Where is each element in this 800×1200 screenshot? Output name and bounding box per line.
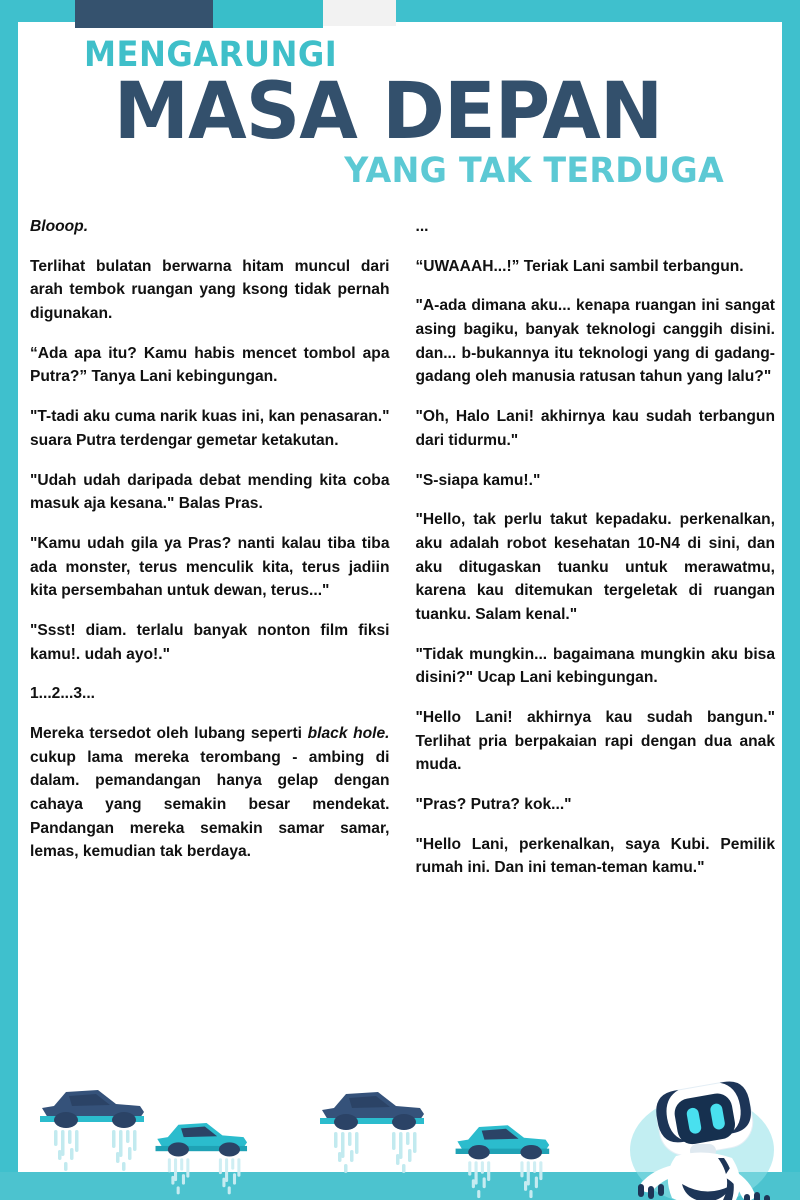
paragraph-right-q4: "Oh, Halo Lani! akhirnya kau sudah terbangun dari tidurmu." <box>415 408 775 449</box>
paragraph-left-p9: Mereka tersedot oleh lubang seperti black hole. cukup lama mereka terombang - ambing di dalam. pemandangan hanya gelap dengan cahaya yang semakin besar mendekat. Pandangan mereka semakin samar samar, lemas, kemudian tak berdaya. <box>30 725 390 861</box>
paragraph-left-p7: "Ssst! diam. terlalu banyak nonton film fiksi kamu!. udah ayo!." <box>30 621 390 663</box>
paragraph-right-q1: ... <box>415 218 429 235</box>
title-headline: MASA DEPAN <box>113 67 663 157</box>
paragraph-right-q9: "Pras? Putra? kok..." <box>415 796 572 814</box>
title-subhead: YANG TAK TERDUGA <box>344 150 724 191</box>
paragraph-right-q3: "A-ada dimana aku... kenapa ruangan ini sangat asing bagiku, banyak teknologi canggih disini. dan... b-bukannya itu teknologi yang di gadang-gadang oleh manusia ratusan tahun yang lalu?" <box>415 297 775 386</box>
paragraph-right-q10: "Hello Lani, perkenalkan, saya Kubi. Pemilik rumah ini. Dan ini teman-teman kamu." <box>415 835 775 877</box>
paragraph-left-p6: "Kamu udah gila ya Pras? nanti kalau tiba tiba ada monster, terus menculik kita, terus jadiin kita persembahan untuk dewan, terus..." <box>30 534 390 600</box>
header-bar-teal <box>213 0 323 28</box>
paragraph-left-p2: Terlihat bulatan berwarna hitam muncul dari arah tembok ruangan yang ksong tidak pernah digunakan. <box>30 257 390 323</box>
paragraph-right-q2: “UWAAAH...!” Teriak Lani sambil terbangun. <box>415 257 744 275</box>
frame-left-border <box>0 0 18 1200</box>
paragraph-right-q5: "S-siapa kamu!." <box>415 471 541 489</box>
frame-right-border <box>782 0 800 1200</box>
article-columns <box>30 215 775 896</box>
paragraph-right-q7: "Tidak mungkin... bagaimana mungkin aku bisa disini?" Ucap Lani kebingungan. <box>415 645 775 687</box>
paragraph-left-p1: Blooop. <box>30 218 89 235</box>
frame-bottom-border <box>0 1172 800 1200</box>
paragraph-right-q8: "Hello Lani! akhirnya kau sudah bangun." Terlihat pria berpakaian rapi dengan dua anak muda. <box>415 709 775 774</box>
emphasis-text: black hole. <box>307 725 390 742</box>
article-column-left <box>30 215 390 896</box>
title-kicker: MENGARUNGI <box>84 35 338 75</box>
paragraph-right-q6: "Hello, tak perlu takut kepadaku. perkenalkan, aku adalah robot kesehatan 10-N4 di sini, dan aku ditugaskan tuanku untuk merawatmu, karena kau ditemukan tergeletak di ruangan tuanku. Salam kenal." <box>415 511 775 623</box>
paragraph-left-p8: 1...2...3... <box>30 685 96 703</box>
paragraph-left-p5: "Udah udah daripada debat mending kita coba masuk aja kesana." Balas Pras. <box>30 471 390 513</box>
header-bar-navy <box>75 0 213 28</box>
title-block <box>18 35 758 191</box>
paragraph-left-p4: "T-tadi aku cuma narik kuas ini, kan penasaran." suara Putra terdengar gemetar ketakutan. <box>30 408 390 449</box>
paragraph-left-p3: “Ada apa itu? Kamu habis mencet tombol apa Putra?” Tanya Lani kebingungan. <box>30 344 390 386</box>
header-bar-grey <box>323 0 396 26</box>
article-column-right <box>416 215 776 896</box>
